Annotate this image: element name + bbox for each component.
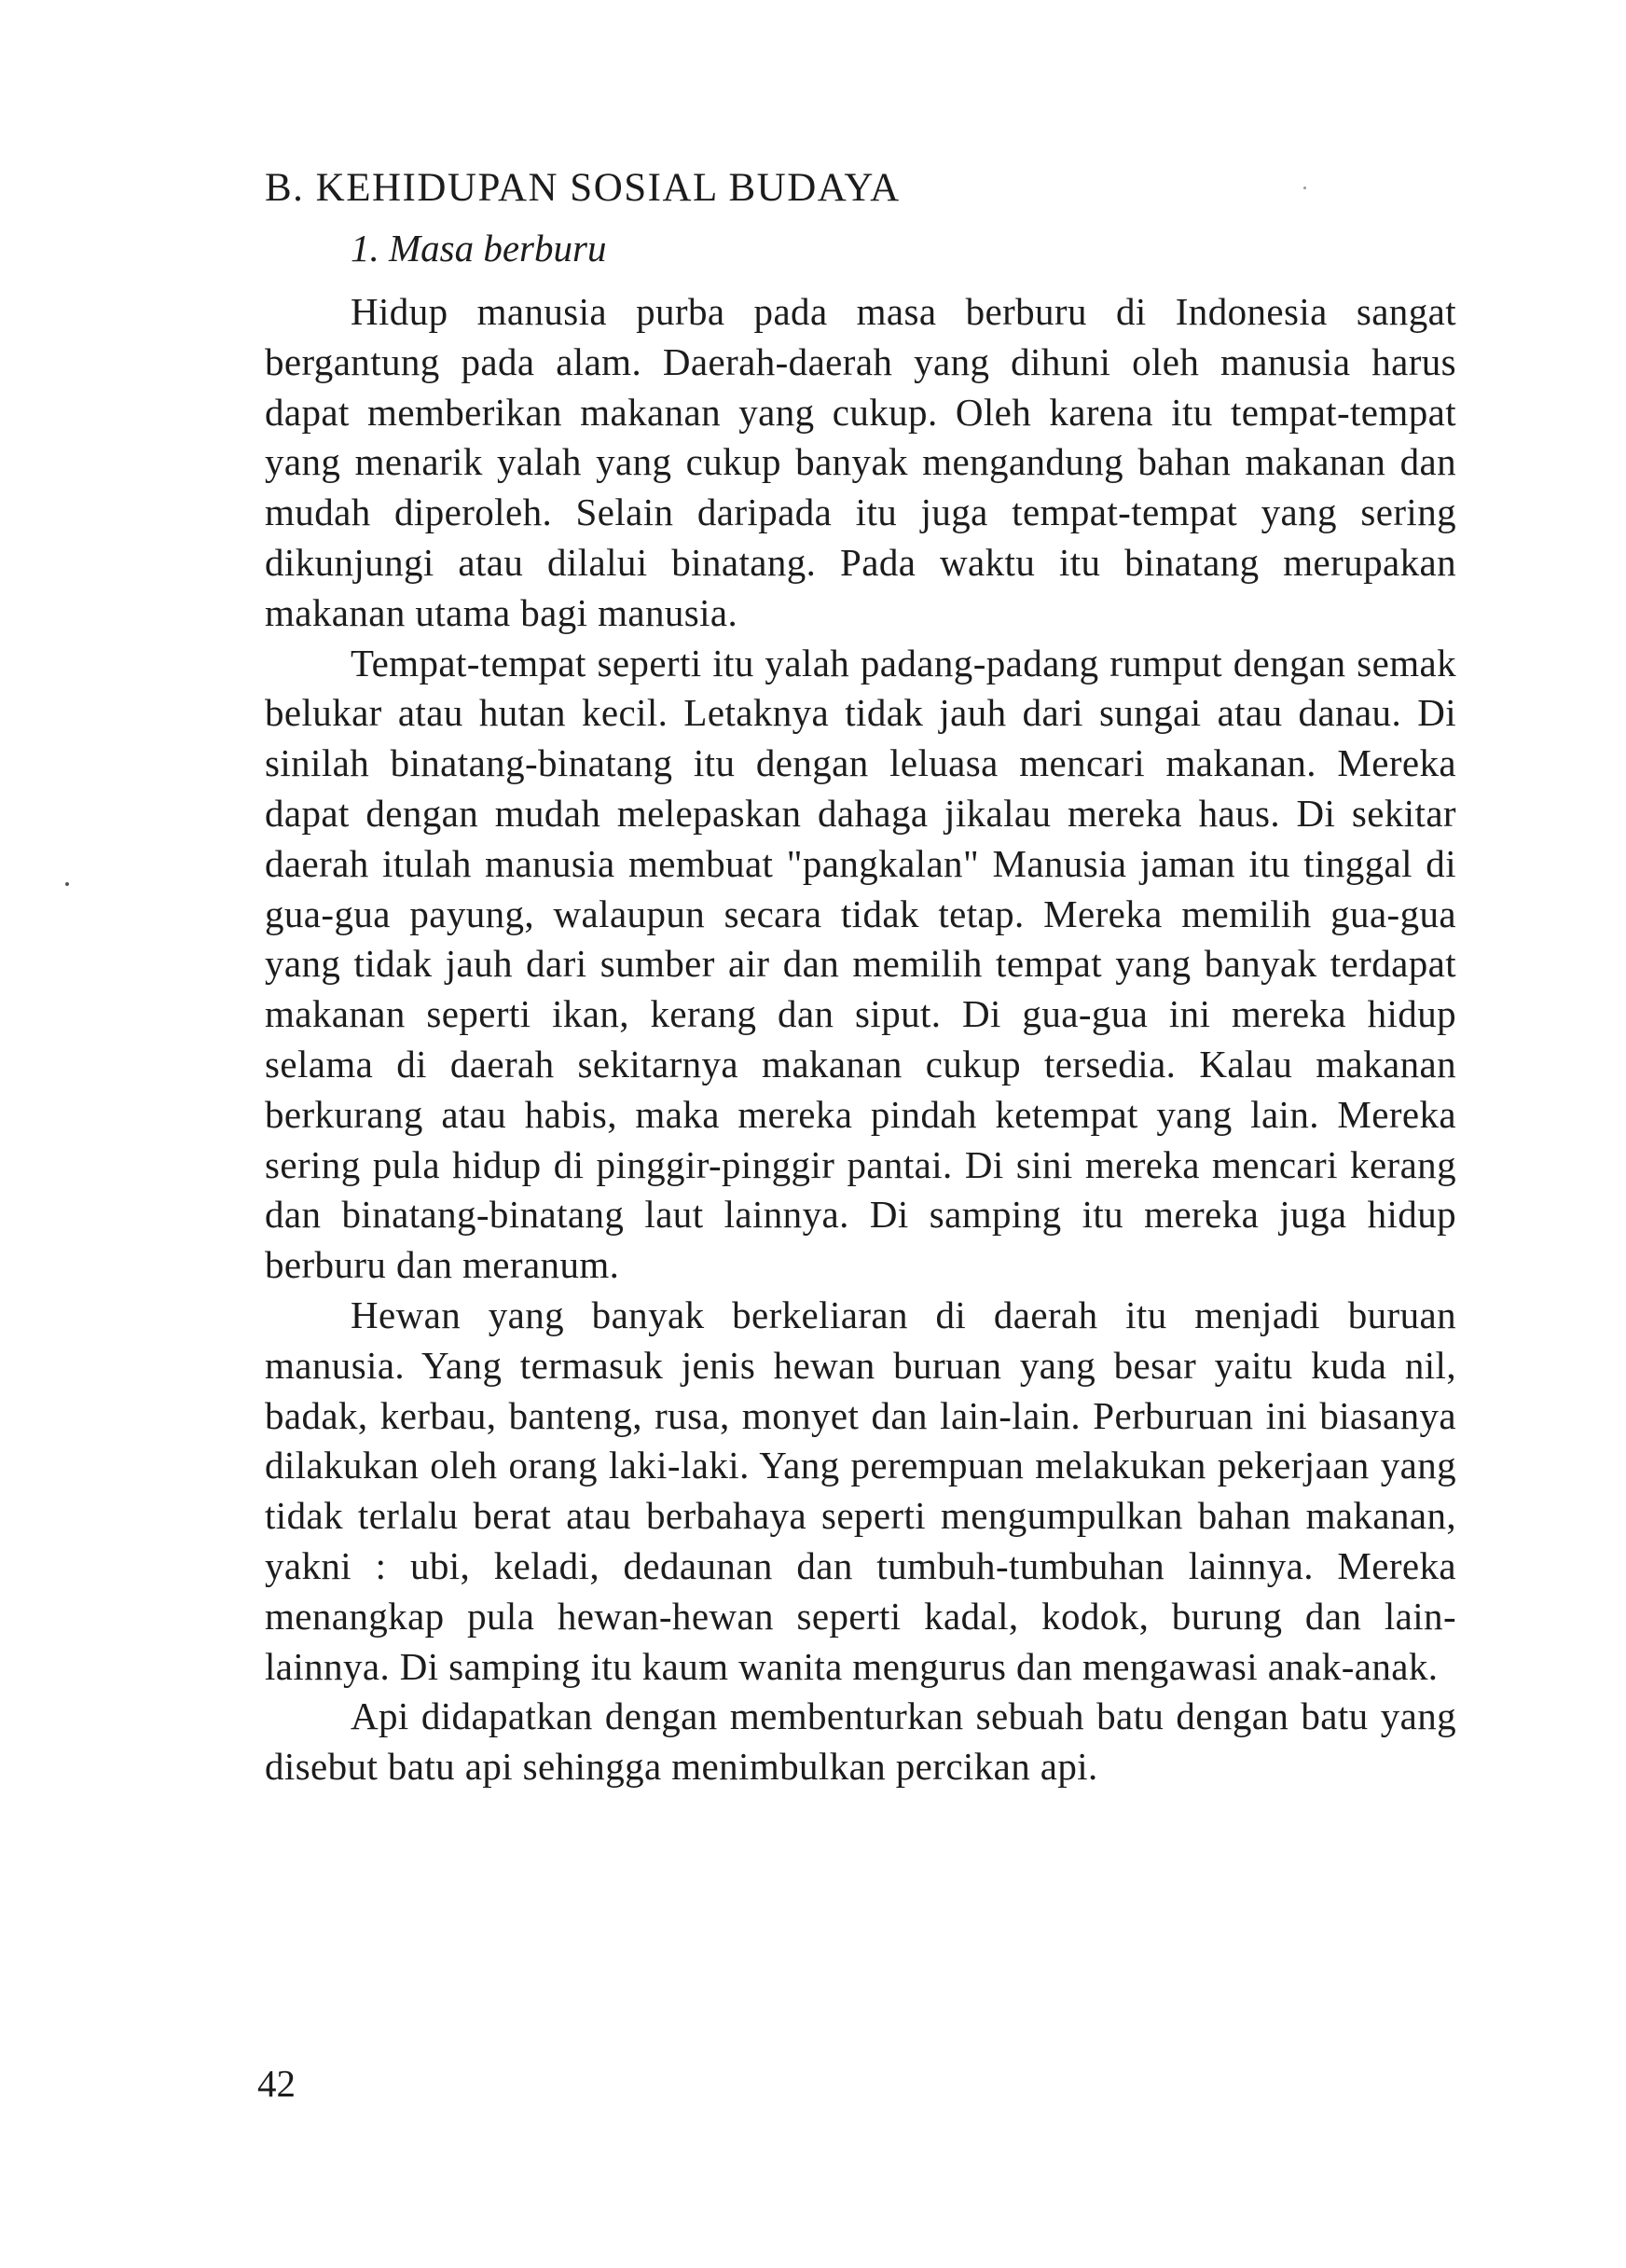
scan-speck — [1303, 187, 1306, 189]
paragraph-1: Hidup manusia purba pada masa berburu di Indonesia sangat bergantung pada alam. Daerah-daerah yang dihuni oleh manusia harus dapat memberikan makanan yang cukup. Oleh karena itu tempat-tempat yang menarik yalah yang cukup banyak mengandung bahan makanan dan mudah diperoleh. Selain daripada itu juga tempat-tempat yang sering dikunjungi atau dilalui binatang. Pada waktu itu binatang merupakan makanan utama bagi manusia. — [265, 290, 1456, 634]
scan-speck — [65, 882, 69, 886]
body-text — [265, 287, 1456, 1792]
paragraph-4: Api didapatkan dengan membenturkan sebuah batu dengan batu yang disebut batu api sehingga menimbulkan percikan api. — [265, 1694, 1456, 1789]
paragraph-2: Tempat-tempat seperti itu yalah padang-padang rumput dengan semak belukar atau hutan kecil. Letaknya tidak jauh dari sungai atau danau. Di sinilah binatang-binatang itu dengan leluasa mencari makanan. Mereka dapat dengan mudah melepaskan dahaga jikalau mereka haus. Di sekitar daerah itulah manusia membuat "pangkalan" Manusia jaman itu tinggal di gua-gua payung, walaupun secara tidak tetap. Mereka memilih gua-gua yang tidak jauh dari sumber air dan memilih tempat yang banyak terdapat makanan seperti ikan, kerang dan siput. Di gua-gua ini mereka hidup selama di daerah sekitarnya makanan cukup tersedia. Kalau makanan berkurang atau habis, maka mereka pindah ketempat yang lain. Mereka sering pula hidup di pinggir-pinggir pantai. Di sini mereka mencari kerang dan binatang-binatang laut lainnya. Di samping itu mereka juga hidup berburu dan meranum. — [265, 641, 1456, 1287]
sub-heading: 1. Masa berburu — [351, 227, 607, 270]
section-heading: B. KEHIDUPAN SOSIAL BUDAYA — [265, 166, 901, 210]
page-number: 42 — [257, 2062, 296, 2105]
paragraph-3: Hewan yang banyak berkeliaran di daerah itu menjadi buruan manusia. Yang termasuk jenis hewan buruan yang besar yaitu kuda nil, badak, kerbau, banteng, rusa, monyet dan lain-lain. Perburuan ini biasanya dilakukan oleh orang laki-laki. Yang perempuan melakukan pekerjaan yang tidak terlalu berat atau berbahaya seperti mengumpulkan bahan makanan, yakni : ubi, keladi, dedaunan dan tumbuh-tumbuhan lainnya. Mereka menangkap pula hewan-hewan seperti kadal, kodok, burung dan lain-lainnya. Di samping itu kaum wanita mengurus dan mengawasi anak-anak. — [265, 1293, 1456, 1688]
